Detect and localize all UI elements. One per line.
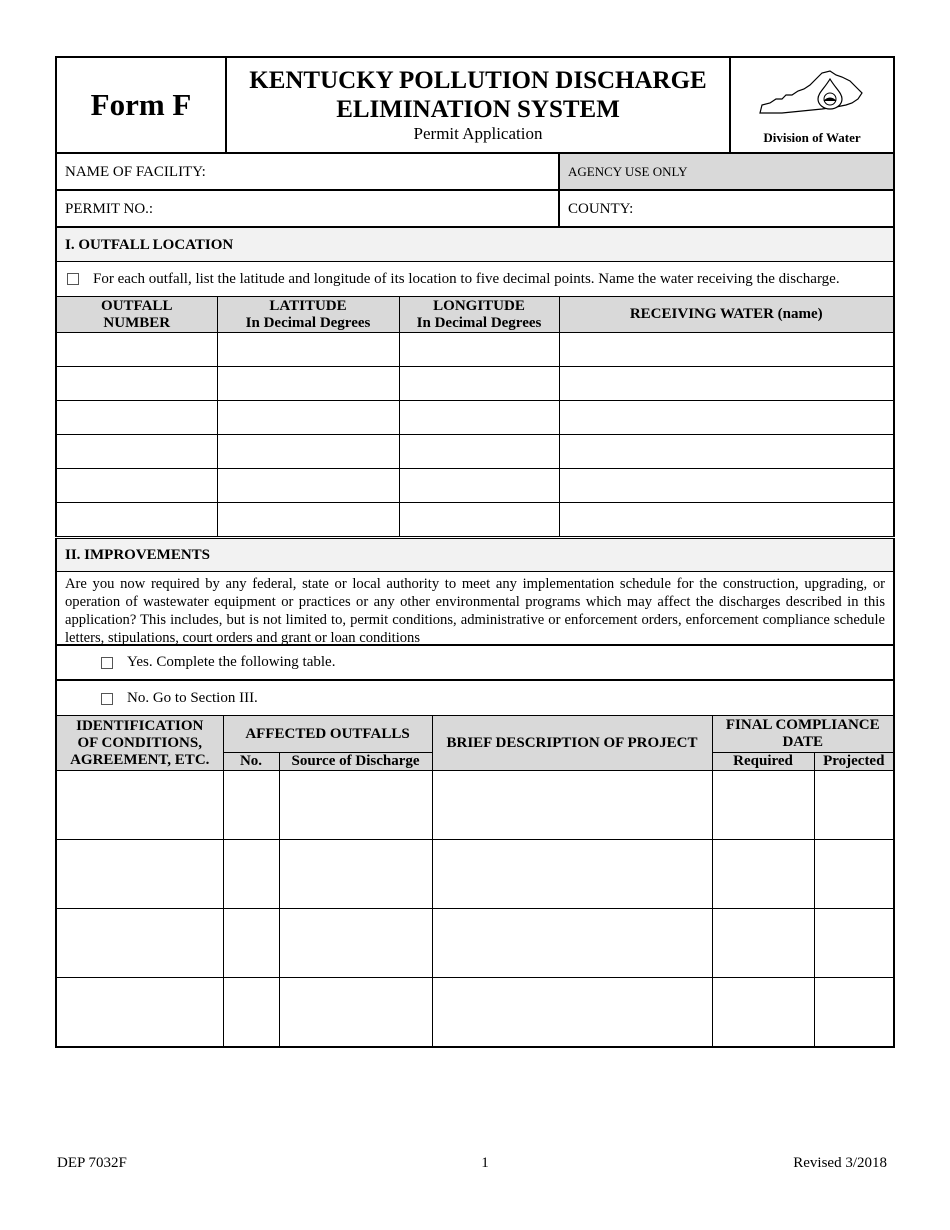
identification-header: IDENTIFICATION OF CONDITIONS, AGREEMENT, ETC. (56, 716, 223, 771)
outfall-no-header: No. (223, 753, 279, 771)
receiving-water-cell[interactable] (559, 503, 894, 537)
county-field[interactable] (559, 191, 894, 227)
longitude-cell[interactable] (399, 367, 559, 401)
final-compliance-date-header: FINAL COMPLIANCE DATE (712, 716, 894, 753)
yes-option-row (55, 646, 895, 681)
section2-title-row (55, 538, 895, 572)
agency-title-cell (226, 57, 730, 153)
source-cell[interactable] (279, 978, 432, 1047)
table-row (56, 333, 894, 367)
table-row (56, 401, 894, 435)
latitude-cell[interactable] (217, 469, 399, 503)
receiving-water-cell[interactable] (559, 469, 894, 503)
receiving-water-header: RECEIVING WATER (name) (559, 297, 894, 333)
agency-title-line2: ELIMINATION SYSTEM (336, 96, 620, 123)
required-date-cell[interactable] (712, 840, 814, 909)
form-title: Form F (90, 87, 192, 122)
latitude-cell[interactable] (217, 401, 399, 435)
longitude-header: LONGITUDE In Decimal Degrees (399, 297, 559, 333)
outfall-no-cell[interactable] (223, 771, 279, 840)
kentucky-map-icon (752, 65, 872, 125)
required-date-cell[interactable] (712, 978, 814, 1047)
identification-cell[interactable] (56, 840, 223, 909)
page-number: 1 (481, 1155, 489, 1171)
outfall-number-cell[interactable] (56, 333, 217, 367)
receiving-water-cell[interactable] (559, 435, 894, 469)
yes-checkbox[interactable] (101, 657, 113, 669)
source-cell[interactable] (279, 771, 432, 840)
facility-name-row (55, 154, 895, 191)
table-row (56, 503, 894, 537)
identification-cell[interactable] (56, 771, 223, 840)
latitude-cell[interactable] (217, 367, 399, 401)
facility-name-field[interactable] (56, 154, 559, 190)
table-row (56, 435, 894, 469)
permit-number-field[interactable] (56, 191, 559, 227)
required-date-header: Required (712, 753, 814, 771)
brief-description-header: BRIEF DESCRIPTION OF PROJECT (432, 716, 712, 771)
yes-option-label: Yes. Complete the following table. (127, 654, 336, 670)
outfall-instruction-checkbox[interactable] (67, 273, 79, 285)
description-cell[interactable] (432, 978, 712, 1047)
projected-date-cell[interactable] (814, 909, 894, 978)
description-cell[interactable] (432, 771, 712, 840)
outfall-number-cell[interactable] (56, 367, 217, 401)
latitude-header: LATITUDE In Decimal Degrees (217, 297, 399, 333)
required-date-cell[interactable] (712, 909, 814, 978)
agency-title-line1: KENTUCKY POLLUTION DISCHARGE (249, 67, 707, 94)
table-row (56, 367, 894, 401)
no-checkbox[interactable] (101, 693, 113, 705)
revised-date: Revised 3/2018 (793, 1155, 887, 1171)
projected-date-cell[interactable] (814, 840, 894, 909)
identification-cell[interactable] (56, 978, 223, 1047)
section1-title-row (55, 228, 895, 262)
outfall-number-cell[interactable] (56, 503, 217, 537)
longitude-cell[interactable] (399, 469, 559, 503)
table-row (56, 469, 894, 503)
no-option-label: No. Go to Section III. (127, 690, 258, 706)
table-row (56, 771, 894, 840)
table-row (56, 840, 894, 909)
receiving-water-cell[interactable] (559, 367, 894, 401)
outfall-number-header: OUTFALL NUMBER (56, 297, 217, 333)
receiving-water-cell[interactable] (559, 401, 894, 435)
latitude-cell[interactable] (217, 503, 399, 537)
outfall-no-cell[interactable] (223, 978, 279, 1047)
longitude-cell[interactable] (399, 333, 559, 367)
logo-cell (730, 57, 894, 153)
table-row (56, 909, 894, 978)
projected-date-cell[interactable] (814, 771, 894, 840)
improvements-question-box (55, 572, 895, 646)
latitude-cell[interactable] (217, 435, 399, 469)
source-cell[interactable] (279, 909, 432, 978)
section2-title: II. IMPROVEMENTS (65, 547, 211, 563)
improvements-table (55, 715, 895, 1048)
agency-use-cell (559, 154, 894, 190)
outfall-no-cell[interactable] (223, 909, 279, 978)
latitude-cell[interactable] (217, 333, 399, 367)
description-cell[interactable] (432, 840, 712, 909)
longitude-cell[interactable] (399, 435, 559, 469)
form-header (55, 56, 895, 154)
required-date-cell[interactable] (712, 771, 814, 840)
outfall-number-cell[interactable] (56, 401, 217, 435)
description-cell[interactable] (432, 909, 712, 978)
section1-title: I. OUTFALL LOCATION (65, 236, 234, 253)
source-of-discharge-header: Source of Discharge (279, 753, 432, 771)
longitude-cell[interactable] (399, 503, 559, 537)
permit-row (55, 191, 895, 228)
improvements-question-text: Are you now required by any federal, state or local authority to meet any implementation schedule for the construction, upgrading, or operation of wastewater equipment or practices or any other environmental programs which may affect the discharges described in this application? This includes, but is not limited to, permit conditions, administrative or enforcement orders, enforcement compliance schedule letters, stipulations, court orders and grant or loan conditions (65, 576, 885, 646)
outfall-no-cell[interactable] (223, 840, 279, 909)
section1-instruction-row (55, 262, 895, 296)
projected-date-cell[interactable] (814, 978, 894, 1047)
longitude-cell[interactable] (399, 401, 559, 435)
division-of-water-label: Division of Water (763, 129, 861, 145)
outfall-location-table (55, 296, 895, 537)
source-cell[interactable] (279, 840, 432, 909)
affected-outfalls-header: AFFECTED OUTFALLS (223, 716, 432, 753)
no-option-row (55, 681, 895, 716)
identification-cell[interactable] (56, 909, 223, 978)
permit-application-subtitle: Permit Application (413, 124, 543, 143)
county-label: COUNTY: (568, 200, 634, 217)
permit-number-label: PERMIT NO.: (65, 200, 154, 217)
receiving-water-cell[interactable] (559, 333, 894, 367)
outfall-number-cell[interactable] (56, 469, 217, 503)
form-title-cell (56, 57, 226, 153)
agency-use-label: AGENCY USE ONLY (568, 163, 688, 179)
table-row (56, 978, 894, 1047)
outfall-number-cell[interactable] (56, 435, 217, 469)
projected-date-header: Projected (814, 753, 894, 771)
facility-name-label: NAME OF FACILITY: (65, 163, 206, 180)
outfall-instruction-text: For each outfall, list the latitude and longitude of its location to five decimal points. Name the water receiving the discharge. (93, 270, 840, 287)
form-number: DEP 7032F (57, 1155, 127, 1171)
